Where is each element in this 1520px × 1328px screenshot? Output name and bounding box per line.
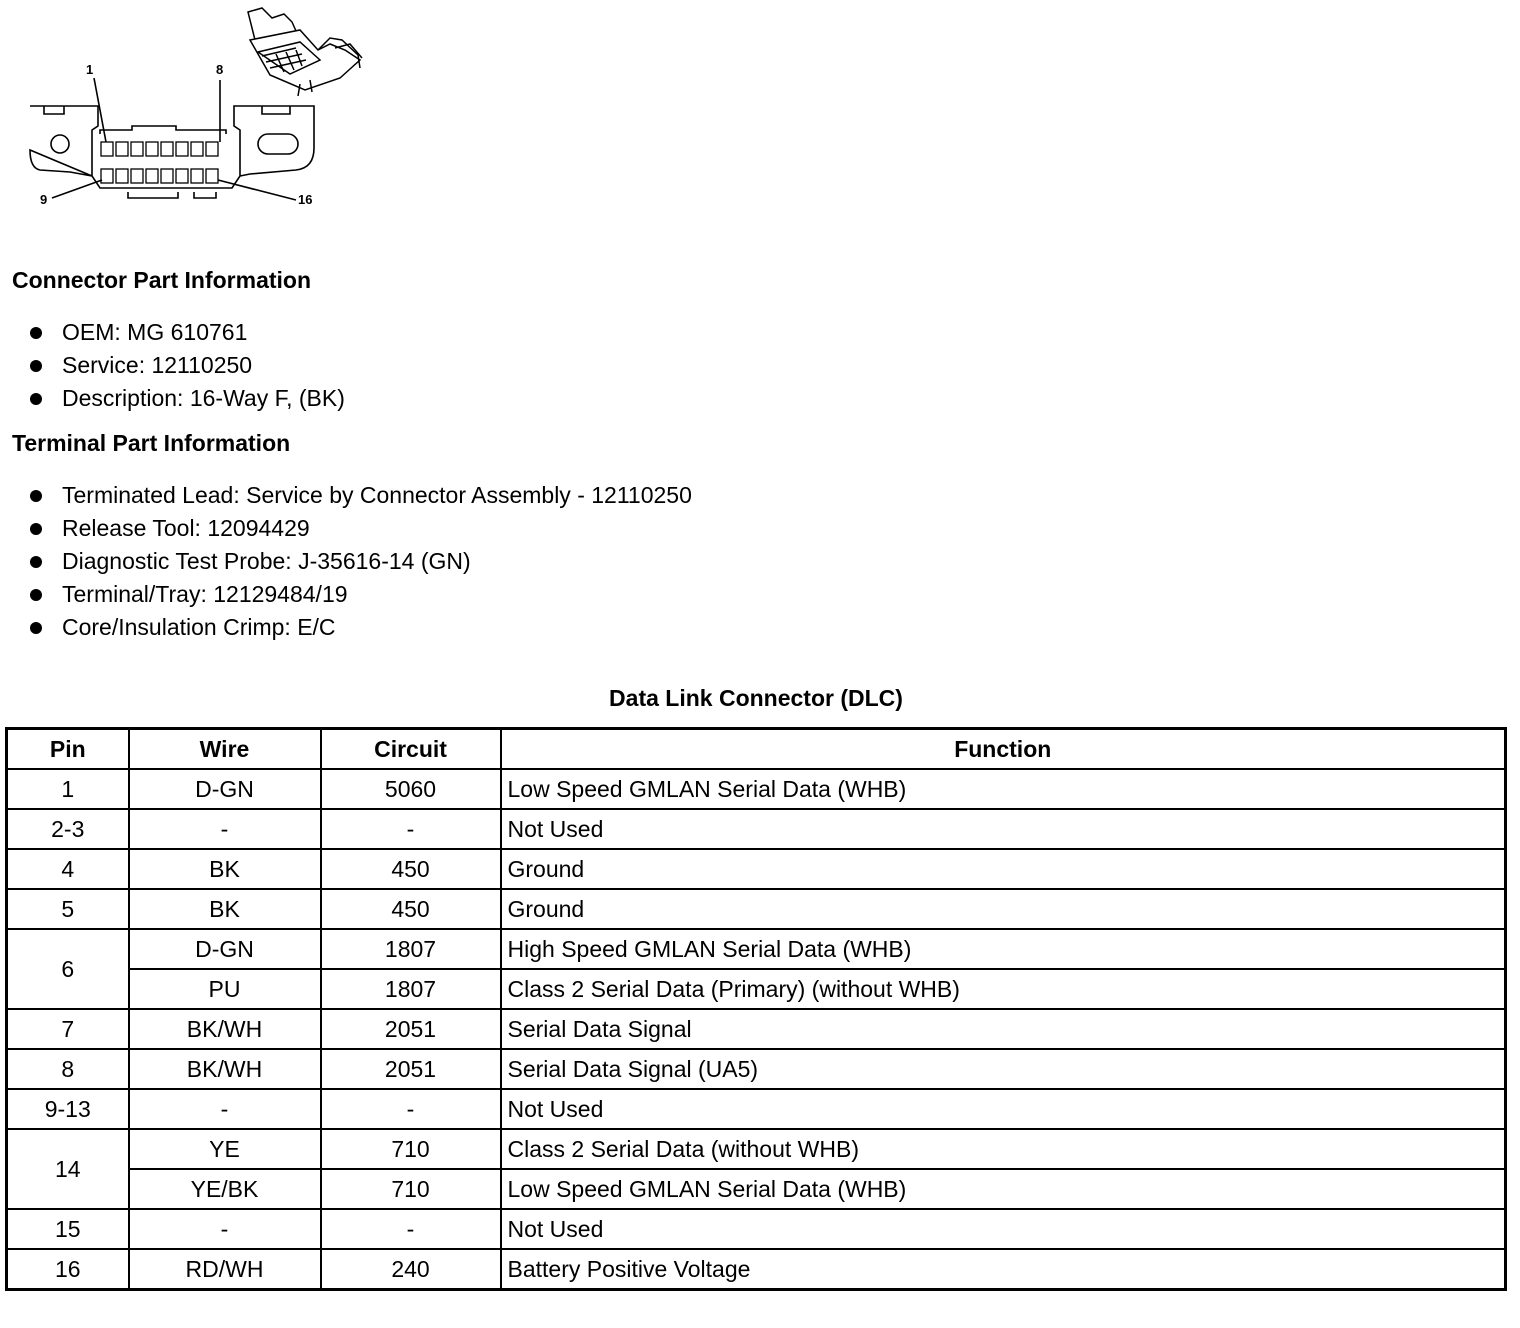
table-row (7, 769, 1506, 809)
cell-wire: D-GN (129, 769, 321, 809)
cell-wire: - (129, 809, 321, 849)
connector-diagram (0, 0, 400, 230)
cell-wire: YE (129, 1129, 321, 1169)
cell-pin: 14 (7, 1129, 129, 1209)
cell-pin: 8 (7, 1049, 129, 1089)
cell-circuit: 710 (321, 1129, 501, 1169)
header-wire: Wire (129, 729, 321, 770)
cell-wire: - (129, 1089, 321, 1129)
table-row (7, 1209, 1506, 1249)
cell-circuit: - (321, 809, 501, 849)
cell-circuit: 450 (321, 889, 501, 929)
cell-circuit: - (321, 1089, 501, 1129)
cell-wire: BK (129, 889, 321, 929)
cell-function: Battery Positive Voltage (501, 1249, 1506, 1290)
pin-label-8: 8 (216, 62, 224, 77)
header-pin: Pin (7, 729, 129, 770)
cell-function: Serial Data Signal (UA5) (501, 1049, 1506, 1089)
connector-info-list (12, 316, 345, 415)
list-item: Diagnostic Test Probe: J-35616-14 (GN) (12, 545, 692, 578)
cell-pin: 6 (7, 929, 129, 1009)
table-header-row (7, 729, 1506, 770)
table-row (7, 1049, 1506, 1089)
cell-wire: YE/BK (129, 1169, 321, 1209)
table-row (7, 1169, 1506, 1209)
cell-circuit: 1807 (321, 969, 501, 1009)
cell-pin: 7 (7, 1009, 129, 1049)
cell-circuit: 2051 (321, 1009, 501, 1049)
cell-function: Class 2 Serial Data (without WHB) (501, 1129, 1506, 1169)
cell-function: Low Speed GMLAN Serial Data (WHB) (501, 1169, 1506, 1209)
table-row (7, 929, 1506, 969)
header-circuit: Circuit (321, 729, 501, 770)
cell-pin: 16 (7, 1249, 129, 1290)
cell-wire: BK/WH (129, 1009, 321, 1049)
cell-function: Not Used (501, 809, 1506, 849)
list-item: Service: 12110250 (12, 349, 345, 382)
cell-function: Ground (501, 849, 1506, 889)
table-row (7, 1009, 1506, 1049)
cell-pin: 2-3 (7, 809, 129, 849)
list-item: OEM: MG 610761 (12, 316, 345, 349)
cell-circuit: 2051 (321, 1049, 501, 1089)
cell-circuit: 450 (321, 849, 501, 889)
cell-function: Not Used (501, 1209, 1506, 1249)
pin-label-1: 1 (86, 62, 94, 77)
table-row (7, 849, 1506, 889)
table-row (7, 1249, 1506, 1290)
terminal-info-list (12, 479, 692, 644)
cell-circuit: - (321, 1209, 501, 1249)
table-row (7, 969, 1506, 1009)
cell-pin: 1 (7, 769, 129, 809)
pin-label-9: 9 (40, 192, 48, 207)
connector-info-section (12, 266, 345, 415)
list-item: Core/Insulation Crimp: E/C (12, 611, 692, 644)
cell-wire: RD/WH (129, 1249, 321, 1290)
table-row (7, 809, 1506, 849)
cell-function: Class 2 Serial Data (Primary) (without WHB) (501, 969, 1506, 1009)
connector-front-view (30, 78, 314, 200)
connector-3d-view (248, 8, 362, 96)
cell-function: Not Used (501, 1089, 1506, 1129)
cell-circuit: 1807 (321, 929, 501, 969)
list-item: Terminal/Tray: 12129484/19 (12, 578, 692, 611)
table-row (7, 1129, 1506, 1169)
table-row (7, 889, 1506, 929)
cell-circuit: 240 (321, 1249, 501, 1290)
list-item: Description: 16-Way F, (BK) (12, 382, 345, 415)
terminal-info-heading: Terminal Part Information (12, 430, 291, 456)
header-function: Function (501, 729, 1506, 770)
cell-wire: D-GN (129, 929, 321, 969)
cell-function: Low Speed GMLAN Serial Data (WHB) (501, 769, 1506, 809)
connector-info-heading: Connector Part Information (12, 267, 312, 293)
table-row (7, 1089, 1506, 1129)
table-title: Data Link Connector (DLC) (609, 685, 903, 711)
list-item: Terminated Lead: Service by Connector Assembly - 12110250 (12, 479, 692, 512)
cell-function: Ground (501, 889, 1506, 929)
cell-wire: PU (129, 969, 321, 1009)
cell-pin: 9-13 (7, 1089, 129, 1129)
cell-function: High Speed GMLAN Serial Data (WHB) (501, 929, 1506, 969)
list-item: Release Tool: 12094429 (12, 512, 692, 545)
cell-function: Serial Data Signal (501, 1009, 1506, 1049)
cell-circuit: 5060 (321, 769, 501, 809)
cell-pin: 15 (7, 1209, 129, 1249)
cell-wire: - (129, 1209, 321, 1249)
cell-circuit: 710 (321, 1169, 501, 1209)
cell-pin: 5 (7, 889, 129, 929)
terminal-info-section (12, 429, 692, 644)
cell-pin: 4 (7, 849, 129, 889)
cell-wire: BK (129, 849, 321, 889)
cell-wire: BK/WH (129, 1049, 321, 1089)
pin-label-16: 16 (298, 192, 313, 207)
dlc-pinout-table (5, 727, 1507, 1291)
